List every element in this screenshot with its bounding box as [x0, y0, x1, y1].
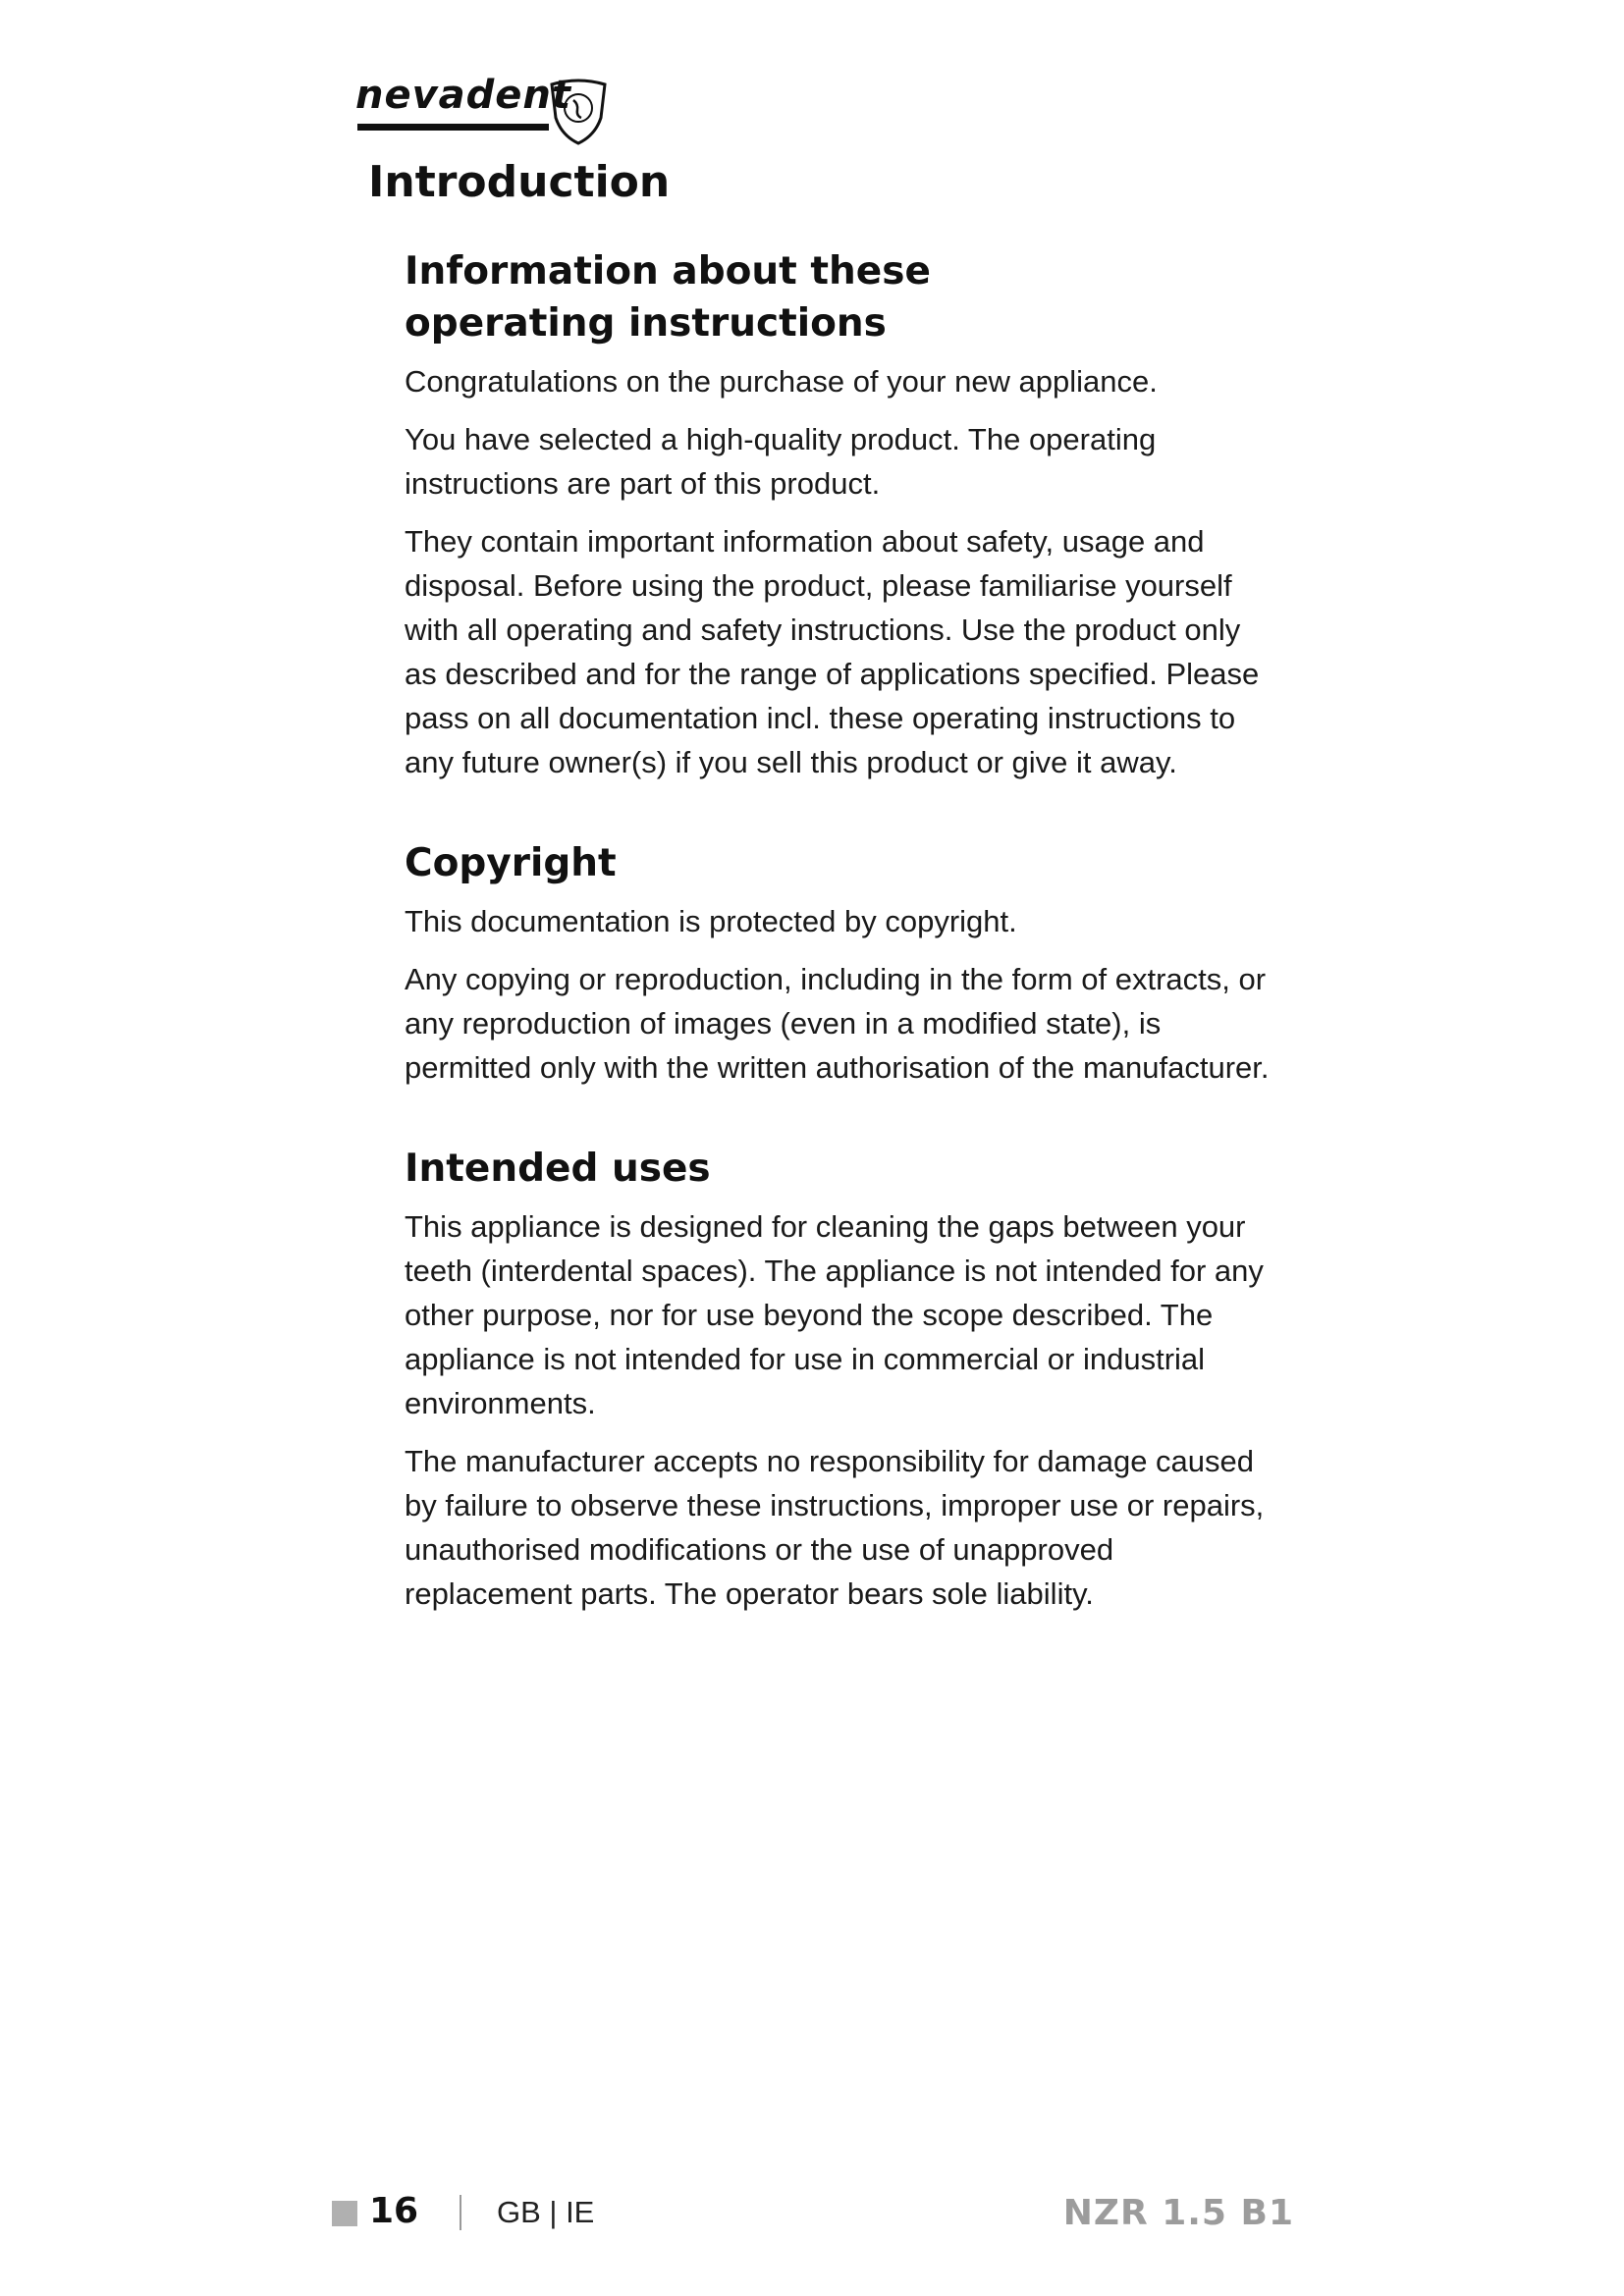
paragraph: You have selected a high-quality product. The operating instructions are part of this product.	[405, 422, 1157, 501]
paragraph: They contain important information about safety, usage and disposal. Before using the product, please familiarise yourself with all operating and safety instructions. Use the product only as described and for the range of applications specified. Please pass on all documentation incl. these operating instructions to any future owner(s) if you sell this product or give it away.	[405, 524, 1260, 779]
language-label: GB | IE	[497, 2195, 595, 2229]
page-number: 16	[369, 2191, 419, 2231]
section-copyright	[405, 837, 1273, 1090]
section-heading: Information about these operating instructions	[405, 249, 931, 346]
shield-icon	[548, 79, 609, 147]
section-operating-instructions	[405, 245, 1273, 784]
logo-wordmark: nevadent	[355, 73, 572, 118]
model-number: NZR 1.5 B1	[1062, 2193, 1294, 2233]
logo-subtext: PROFESSIONAL CARE	[359, 131, 479, 139]
section-heading: Copyright	[405, 841, 617, 885]
logo-underline	[357, 124, 549, 131]
page-footer	[332, 2189, 1294, 2238]
brand-logo	[355, 73, 621, 151]
section-intended-uses	[405, 1143, 1273, 1616]
page-title: Introduction	[368, 157, 671, 207]
main-content	[405, 245, 1273, 1629]
section-heading: Intended uses	[405, 1147, 711, 1191]
paragraph: This appliance is designed for cleaning the gaps between your teeth (interdental spaces). The appliance is not intended for any other purpose, nor for use beyond the scope described. The appliance is not intended for use in commercial or industrial environments.	[405, 1209, 1264, 1420]
paragraph: Congratulations on the purchase of your new appliance.	[405, 364, 1158, 399]
paragraph: The manufacturer accepts no responsibility for damage caused by failure to observe these instructions, improper use or repairs, unauthorised modifications or the use of unapproved replacement parts. The operator bears sole liability.	[405, 1444, 1265, 1611]
footer-divider	[460, 2195, 461, 2230]
paragraph: This documentation is protected by copyright.	[405, 904, 1017, 938]
paragraph: Any copying or reproduction, including in the form of extracts, or any reproduction of images (even in a modified state), is permitted only with the written authorisation of the manufacturer.	[405, 962, 1270, 1085]
footer-marker	[332, 2201, 357, 2226]
